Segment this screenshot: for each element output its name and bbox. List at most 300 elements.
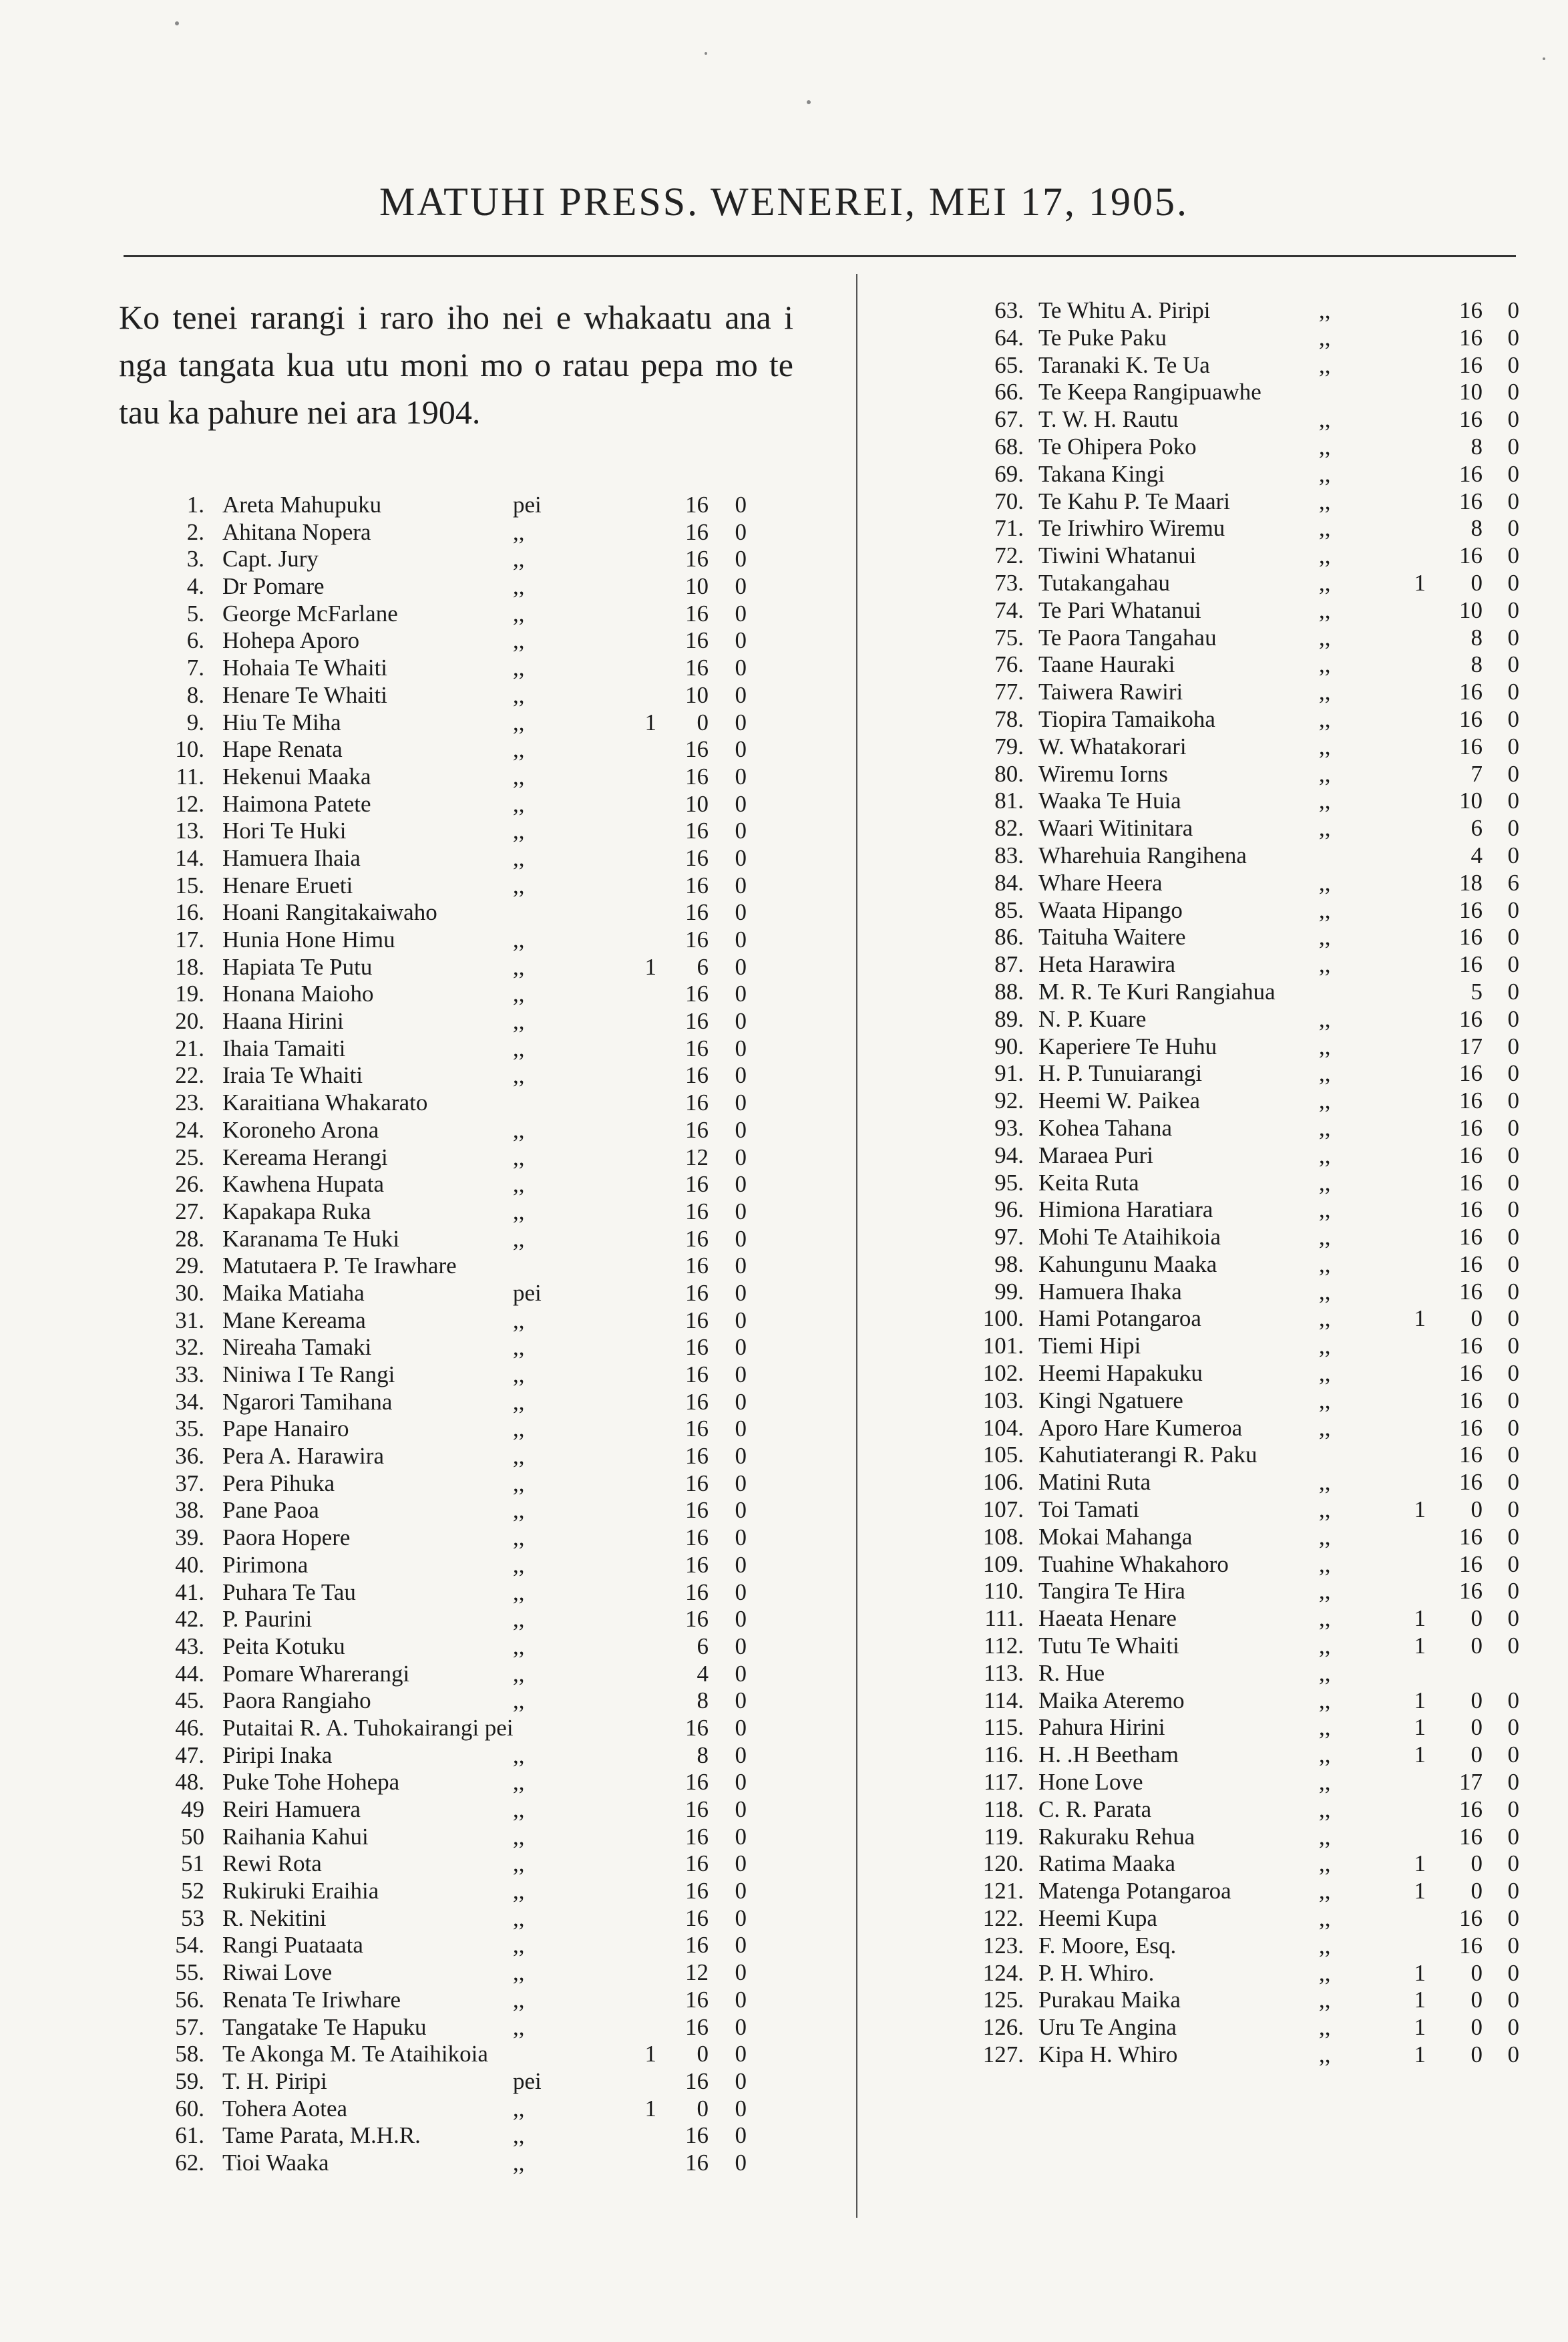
amount-shillings: 16 xyxy=(1459,1142,1483,1168)
amount-pence: 0 xyxy=(1507,651,1519,678)
amount-pence: 0 xyxy=(1507,1278,1519,1305)
amount-pence: 6 xyxy=(1507,869,1519,896)
entry-number: 49 xyxy=(181,1796,204,1822)
subscriber-name: Kipa H. Whiro xyxy=(1038,2041,1178,2067)
ditto-mark: ,, xyxy=(513,818,525,844)
subscriber-name: Waari Witinitara xyxy=(1038,815,1193,842)
amount-pence: 0 xyxy=(735,790,747,817)
amount-pence: 0 xyxy=(1507,1796,1519,1822)
entry-number: 47. xyxy=(175,1741,204,1768)
entry-number: 121. xyxy=(982,1878,1024,1904)
amount-pence: 0 xyxy=(735,1932,747,1959)
subscriber-name: Kingi Ngatuere xyxy=(1038,1387,1183,1413)
amount-pence: 0 xyxy=(1507,705,1519,732)
ditto-mark: pei xyxy=(513,2067,542,2094)
entry-number: 93. xyxy=(994,1114,1024,1141)
amount-shillings: 16 xyxy=(1459,1469,1483,1496)
ditto-mark: ,, xyxy=(1319,1142,1331,1168)
amount-pounds: 1 xyxy=(1414,1305,1426,1332)
subscriber-name: Puhara Te Tau xyxy=(222,1578,356,1605)
amount-shillings: 16 xyxy=(1459,1905,1483,1932)
ditto-mark: ,, xyxy=(1319,1932,1331,1959)
amount-pence: 0 xyxy=(735,1307,747,1333)
ditto-mark: ,, xyxy=(1319,297,1331,323)
amount-pence: 0 xyxy=(735,1578,747,1605)
ditto-mark: ,, xyxy=(1319,924,1331,951)
amount-pence: 0 xyxy=(735,1035,747,1061)
scan-speck xyxy=(807,100,811,104)
amount-shillings: 8 xyxy=(1471,433,1483,460)
entry-number: 76. xyxy=(994,651,1024,678)
amount-shillings: 16 xyxy=(685,1388,709,1415)
ditto-mark: ,, xyxy=(1319,1633,1331,1659)
amount-pence: 0 xyxy=(735,1959,747,1986)
entry-number: 89. xyxy=(994,1005,1024,1032)
ditto-mark: ,, xyxy=(1319,324,1331,351)
subscriber-name: Matini Ruta xyxy=(1038,1469,1151,1496)
ditto-mark: ,, xyxy=(1319,406,1331,433)
entry-number: 81. xyxy=(994,788,1024,814)
ditto-mark: ,, xyxy=(1319,1905,1331,1932)
amount-pence: 0 xyxy=(1507,433,1519,460)
header-rule xyxy=(124,255,1516,257)
amount-pence: 0 xyxy=(1507,815,1519,842)
ditto-mark: ,, xyxy=(513,1171,525,1198)
entry-number: 98. xyxy=(994,1250,1024,1277)
subscriber-name: Iraia Te Whaiti xyxy=(222,1062,363,1089)
amount-shillings: 16 xyxy=(1459,679,1483,705)
ditto-mark: ,, xyxy=(1319,1088,1331,1114)
amount-pence: 0 xyxy=(1507,760,1519,787)
subscriber-name: H. .H Beetham xyxy=(1038,1741,1179,1768)
subscriber-name: Mohi Te Ataihikoia xyxy=(1038,1224,1221,1250)
amount-shillings: 16 xyxy=(685,1443,709,1470)
subscriber-name: Purakau Maika xyxy=(1038,1987,1181,2013)
entry-number: 44. xyxy=(175,1660,204,1687)
amount-pence: 0 xyxy=(1507,1932,1519,1959)
amount-pence: 0 xyxy=(735,1062,747,1089)
entry-number: 88. xyxy=(994,978,1024,1005)
amount-shillings: 16 xyxy=(685,1225,709,1252)
amount-pence: 0 xyxy=(1507,1578,1519,1605)
amount-shillings: 16 xyxy=(685,736,709,763)
amount-pence: 0 xyxy=(735,573,747,600)
ditto-mark: ,, xyxy=(1319,1033,1331,1059)
subscriber-name: Koroneho Arona xyxy=(222,1116,379,1143)
amount-pence: 0 xyxy=(1507,324,1519,351)
amount-shillings: 16 xyxy=(685,1769,709,1796)
entry-number: 18. xyxy=(175,953,204,980)
ditto-mark: ,, xyxy=(513,1361,525,1387)
entry-number: 75. xyxy=(994,624,1024,651)
amount-shillings: 16 xyxy=(1459,1578,1483,1605)
amount-shillings: 16 xyxy=(685,492,709,518)
subscriber-name: Heemi W. Paikea xyxy=(1038,1088,1201,1114)
subscriber-name: Peita Kotuku xyxy=(222,1633,345,1659)
amount-shillings: 16 xyxy=(685,1279,709,1306)
entry-number: 48. xyxy=(175,1769,204,1796)
ditto-mark: ,, xyxy=(1319,1169,1331,1196)
amount-pence: 0 xyxy=(1507,488,1519,514)
ditto-mark: ,, xyxy=(513,1062,525,1089)
amount-shillings: 16 xyxy=(1459,1442,1483,1468)
subscriber-name: Te Whitu A. Piripi xyxy=(1038,297,1211,323)
amount-shillings: 16 xyxy=(1459,1088,1483,1114)
amount-shillings: 16 xyxy=(1459,1414,1483,1441)
ditto-mark: ,, xyxy=(513,1307,525,1333)
entry-number: 58. xyxy=(175,2041,204,2067)
subscriber-name: C. R. Parata xyxy=(1038,1796,1152,1822)
ditto-mark: ,, xyxy=(1319,2014,1331,2041)
ditto-mark: ,, xyxy=(1319,1196,1331,1223)
entry-number: 126. xyxy=(982,2014,1024,2041)
amount-pence: 0 xyxy=(1507,1550,1519,1577)
ditto-mark: ,, xyxy=(513,1415,525,1442)
ditto-mark: ,, xyxy=(1319,624,1331,651)
ditto-mark: ,, xyxy=(513,2013,525,2040)
subscriber-name: Te Paora Tangahau xyxy=(1038,624,1217,651)
subscriber-name: Te Pari Whatanui xyxy=(1038,597,1201,623)
ditto-mark: ,, xyxy=(1319,896,1331,923)
amount-shillings: 0 xyxy=(1471,2041,1483,2067)
entry-number: 69. xyxy=(994,460,1024,487)
entry-number: 42. xyxy=(175,1606,204,1633)
subscriber-name: Ratima Maaka xyxy=(1038,1850,1176,1877)
entry-number: 12. xyxy=(175,790,204,817)
ditto-mark: ,, xyxy=(513,1850,525,1877)
amount-shillings: 16 xyxy=(1459,1823,1483,1850)
subscriber-name: Riwai Love xyxy=(222,1959,333,1986)
amount-pence: 0 xyxy=(735,1279,747,1306)
amount-pence: 0 xyxy=(735,1660,747,1687)
amount-shillings: 16 xyxy=(685,1578,709,1605)
amount-pence: 0 xyxy=(735,1904,747,1931)
amount-pence: 0 xyxy=(735,600,747,627)
ditto-mark: ,, xyxy=(1319,1060,1331,1087)
entry-number: 64. xyxy=(994,324,1024,351)
subscriber-name: Maraea Puri xyxy=(1038,1142,1154,1168)
amount-pence: 0 xyxy=(735,2013,747,2040)
subscriber-name: Uru Te Angina xyxy=(1038,2014,1177,2041)
amount-shillings: 16 xyxy=(1459,924,1483,951)
entry-number: 35. xyxy=(175,1415,204,1442)
amount-shillings: 16 xyxy=(685,2149,709,2176)
subscriber-name: N. P. Kuare xyxy=(1038,1005,1147,1032)
entry-number: 10. xyxy=(175,736,204,763)
amount-shillings: 16 xyxy=(1459,460,1483,487)
amount-pence: 0 xyxy=(735,1633,747,1659)
amount-pence: 0 xyxy=(1507,1387,1519,1413)
amount-shillings: 10 xyxy=(1459,597,1483,623)
amount-pence: 0 xyxy=(735,2067,747,2094)
entry-number: 101. xyxy=(982,1333,1024,1359)
amount-pence: 0 xyxy=(1507,1196,1519,1223)
subscriber-name: Kaperiere Te Huhu xyxy=(1038,1033,1217,1059)
subscriber-name: Keita Ruta xyxy=(1038,1169,1139,1196)
amount-shillings: 16 xyxy=(685,763,709,790)
subscriber-name: Wharehuia Rangihena xyxy=(1038,842,1247,868)
amount-shillings: 16 xyxy=(685,627,709,654)
entry-number: 74. xyxy=(994,597,1024,623)
subscriber-name: Wiremu Iorns xyxy=(1038,760,1168,787)
amount-pence: 0 xyxy=(735,1334,747,1361)
entry-number: 39. xyxy=(175,1524,204,1551)
entry-number: 110. xyxy=(984,1578,1024,1605)
subscriber-name: Kawhena Hupata xyxy=(222,1171,384,1198)
entry-number: 95. xyxy=(994,1169,1024,1196)
subscriber-name: Kereama Herangi xyxy=(222,1144,388,1170)
ditto-mark: ,, xyxy=(1319,2041,1331,2067)
entry-number: 57. xyxy=(175,2013,204,2040)
subscriber-name: Mane Kereama xyxy=(222,1307,366,1333)
amount-pence: 0 xyxy=(1507,1442,1519,1468)
amount-pence: 0 xyxy=(1507,379,1519,405)
subscriber-name: T. W. H. Rautu xyxy=(1038,406,1179,433)
amount-shillings: 16 xyxy=(1459,542,1483,569)
entry-number: 103. xyxy=(982,1387,1024,1413)
ditto-mark: ,, xyxy=(513,1796,525,1822)
subscriber-name: Hone Love xyxy=(1038,1769,1143,1796)
amount-shillings: 0 xyxy=(1471,1633,1483,1659)
amount-pence: 0 xyxy=(735,546,747,572)
entry-number: 11. xyxy=(176,763,204,790)
entry-number: 15. xyxy=(175,872,204,898)
entry-number: 22. xyxy=(175,1062,204,1089)
subscriber-name: T. H. Piripi xyxy=(222,2067,327,2094)
entry-number: 40. xyxy=(175,1551,204,1578)
amount-shillings: 4 xyxy=(697,1660,709,1687)
subscriber-name: Ahitana Nopera xyxy=(222,518,371,545)
entry-number: 122. xyxy=(982,1905,1024,1932)
ditto-mark: ,, xyxy=(513,518,525,545)
amount-pence: 0 xyxy=(1507,896,1519,923)
amount-shillings: 16 xyxy=(685,1334,709,1361)
amount-pounds: 1 xyxy=(1414,1878,1426,1904)
subscriber-name: H. P. Tunuiarangi xyxy=(1038,1060,1203,1087)
amount-shillings: 8 xyxy=(1471,651,1483,678)
amount-pence: 0 xyxy=(735,1225,747,1252)
entry-number: 104. xyxy=(982,1414,1024,1441)
subscriber-name: Te Iriwhiro Wiremu xyxy=(1038,515,1225,542)
entry-number: 125. xyxy=(982,1987,1024,2013)
amount-pence: 0 xyxy=(1507,1469,1519,1496)
entry-number: 7. xyxy=(186,655,204,681)
subscriber-name: Kahungunu Maaka xyxy=(1038,1250,1217,1277)
amount-pence: 0 xyxy=(735,1443,747,1470)
entry-number: 90. xyxy=(994,1033,1024,1059)
amount-shillings: 10 xyxy=(685,573,709,600)
ditto-mark: ,, xyxy=(1319,1959,1331,1986)
ditto-mark: ,, xyxy=(513,1116,525,1143)
subscriber-name: Paora Rangiaho xyxy=(222,1687,371,1714)
entry-number: 30. xyxy=(175,1279,204,1306)
amount-pounds: 1 xyxy=(1414,1633,1426,1659)
subscriber-name: Pahura Hirini xyxy=(1038,1714,1165,1741)
amount-pounds: 1 xyxy=(1414,1959,1426,1986)
subscriber-name: Aporo Hare Kumeroa xyxy=(1038,1414,1243,1441)
subscriber-name: Hohaia Te Whaiti xyxy=(222,655,388,681)
subscriber-name: Karaitiana Whakarato xyxy=(222,1090,428,1116)
entry-number: 73. xyxy=(994,569,1024,596)
ditto-mark: ,, xyxy=(1319,1659,1331,1686)
subscriber-name: Waaka Te Huia xyxy=(1038,788,1181,814)
amount-shillings: 16 xyxy=(1459,1932,1483,1959)
amount-pounds: 1 xyxy=(1414,1741,1426,1768)
amount-pence: 0 xyxy=(735,1116,747,1143)
subscriber-name: Tutakangahau xyxy=(1038,569,1171,596)
amount-pence: 0 xyxy=(735,1090,747,1116)
amount-shillings: 16 xyxy=(1459,1005,1483,1032)
ditto-mark: ,, xyxy=(513,1606,525,1633)
amount-shillings: 16 xyxy=(685,1714,709,1741)
amount-pence: 0 xyxy=(1507,406,1519,433)
amount-pounds: 1 xyxy=(1414,1605,1426,1632)
amount-pounds: 1 xyxy=(1414,2041,1426,2067)
subscriber-name: Matenga Potangaroa xyxy=(1038,1878,1231,1904)
amount-shillings: 8 xyxy=(697,1687,709,1714)
ditto-mark: ,, xyxy=(513,1959,525,1986)
entry-number: 112. xyxy=(984,1633,1024,1659)
amount-pence: 0 xyxy=(735,2122,747,2149)
amount-pence: 0 xyxy=(735,2041,747,2067)
ditto-mark: ,, xyxy=(1319,1005,1331,1032)
amount-shillings: 0 xyxy=(697,2041,709,2067)
entry-number: 54. xyxy=(175,1932,204,1959)
amount-pence: 0 xyxy=(735,818,747,844)
entry-number: 38. xyxy=(175,1497,204,1524)
amount-shillings: 16 xyxy=(685,1606,709,1633)
amount-shillings: 16 xyxy=(685,1497,709,1524)
amount-pence: 0 xyxy=(1507,733,1519,760)
entry-number: 96. xyxy=(994,1196,1024,1223)
subscriber-name: Rukiruki Eraihia xyxy=(222,1878,379,1904)
amount-shillings: 12 xyxy=(685,1959,709,1986)
amount-pence: 0 xyxy=(1507,924,1519,951)
ditto-mark: ,, xyxy=(1319,488,1331,514)
entry-number: 56. xyxy=(175,1986,204,2013)
subscriber-name: M. R. Te Kuri Rangiahua xyxy=(1038,978,1276,1005)
entry-number: 80. xyxy=(994,760,1024,787)
amount-shillings: 16 xyxy=(685,844,709,871)
entry-number: 17. xyxy=(175,927,204,953)
entry-number: 84. xyxy=(994,869,1024,896)
amount-pence: 0 xyxy=(1507,1905,1519,1932)
amount-shillings: 16 xyxy=(1459,896,1483,923)
amount-shillings: 16 xyxy=(1459,351,1483,378)
ditto-mark: ,, xyxy=(513,790,525,817)
subscriber-name: Toi Tamati xyxy=(1038,1496,1139,1523)
ditto-mark: ,, xyxy=(513,1660,525,1687)
subscriber-name: Himiona Haratiara xyxy=(1038,1196,1213,1223)
ditto-mark: ,, xyxy=(1319,788,1331,814)
amount-shillings: 6 xyxy=(697,953,709,980)
amount-shillings: 16 xyxy=(685,1198,709,1224)
amount-pounds: 1 xyxy=(644,2041,656,2067)
amount-pounds: 1 xyxy=(644,2095,656,2122)
entry-number: 37. xyxy=(175,1470,204,1496)
amount-shillings: 16 xyxy=(1459,1196,1483,1223)
amount-pence: 0 xyxy=(735,492,747,518)
ditto-mark: ,, xyxy=(513,600,525,627)
amount-shillings: 0 xyxy=(1471,1687,1483,1713)
ditto-mark: ,, xyxy=(513,927,525,953)
amount-shillings: 16 xyxy=(685,1524,709,1551)
amount-shillings: 16 xyxy=(1459,1333,1483,1359)
amount-shillings: 16 xyxy=(1459,705,1483,732)
ditto-mark: ,, xyxy=(513,1986,525,2013)
subscriber-name: Puke Tohe Hohepa xyxy=(222,1769,400,1796)
amount-pence: 0 xyxy=(735,1741,747,1768)
amount-shillings: 16 xyxy=(685,1171,709,1198)
ditto-mark: ,, xyxy=(513,1633,525,1659)
amount-shillings: 16 xyxy=(685,1361,709,1387)
entry-number: 114. xyxy=(984,1687,1024,1713)
ditto-mark: ,, xyxy=(513,1932,525,1959)
ditto-mark: ,, xyxy=(513,627,525,654)
amount-shillings: 16 xyxy=(1459,1224,1483,1250)
ditto-mark: ,, xyxy=(513,709,525,735)
amount-shillings: 16 xyxy=(685,1008,709,1035)
amount-pence: 0 xyxy=(735,1850,747,1877)
amount-shillings: 0 xyxy=(1471,1850,1483,1877)
ditto-mark: ,, xyxy=(1319,1850,1331,1877)
amount-pence: 0 xyxy=(735,1878,747,1904)
entry-number: 123. xyxy=(982,1932,1024,1959)
amount-pence: 0 xyxy=(1507,1496,1519,1523)
ditto-mark: ,, xyxy=(513,1035,525,1061)
subscriber-name: P. Paurini xyxy=(222,1606,313,1633)
ditto-mark: ,, xyxy=(513,1198,525,1224)
amount-shillings: 16 xyxy=(685,899,709,926)
ditto-mark: ,, xyxy=(1319,1333,1331,1359)
ditto-mark: ,, xyxy=(1319,515,1331,542)
ditto-mark: ,, xyxy=(513,872,525,898)
ditto-mark: ,, xyxy=(1319,1387,1331,1413)
subscriber-name: Hohepa Aporo xyxy=(222,627,360,654)
amount-shillings: 16 xyxy=(685,1986,709,2013)
amount-pence: 0 xyxy=(735,1714,747,1741)
entry-number: 115. xyxy=(984,1714,1024,1741)
subscriber-name: Haeata Henare xyxy=(1038,1605,1177,1632)
entry-number: 5. xyxy=(186,600,204,627)
amount-pounds: 1 xyxy=(1414,2014,1426,2041)
subscriber-name: Heemi Kupa xyxy=(1038,1905,1157,1932)
ditto-mark: ,, xyxy=(1319,1469,1331,1496)
amount-shillings: 16 xyxy=(685,927,709,953)
amount-pence: 0 xyxy=(735,1171,747,1198)
amount-pence: 0 xyxy=(1507,460,1519,487)
ditto-mark: ,, xyxy=(1319,1714,1331,1741)
amount-shillings: 16 xyxy=(1459,297,1483,323)
entry-number: 34. xyxy=(175,1388,204,1415)
subscriber-name: Karanama Te Huki xyxy=(222,1225,400,1252)
ditto-mark: ,, xyxy=(1319,1823,1331,1850)
amount-shillings: 0 xyxy=(1471,1305,1483,1332)
subscriber-name: Rewi Rota xyxy=(222,1850,322,1877)
amount-shillings: 8 xyxy=(1471,624,1483,651)
amount-pence: 0 xyxy=(1507,515,1519,542)
entry-number: 59. xyxy=(175,2067,204,2094)
amount-pence: 0 xyxy=(735,655,747,681)
subscriber-name: Areta Mahupuku xyxy=(222,492,382,518)
amount-shillings: 18 xyxy=(1459,869,1483,896)
ditto-mark: ,, xyxy=(1319,651,1331,678)
entry-number: 127. xyxy=(982,2041,1024,2067)
entry-number: 27. xyxy=(175,1198,204,1224)
amount-pence: 0 xyxy=(1507,1060,1519,1087)
ditto-mark: ,, xyxy=(513,2149,525,2176)
ditto-mark: ,, xyxy=(1319,760,1331,787)
